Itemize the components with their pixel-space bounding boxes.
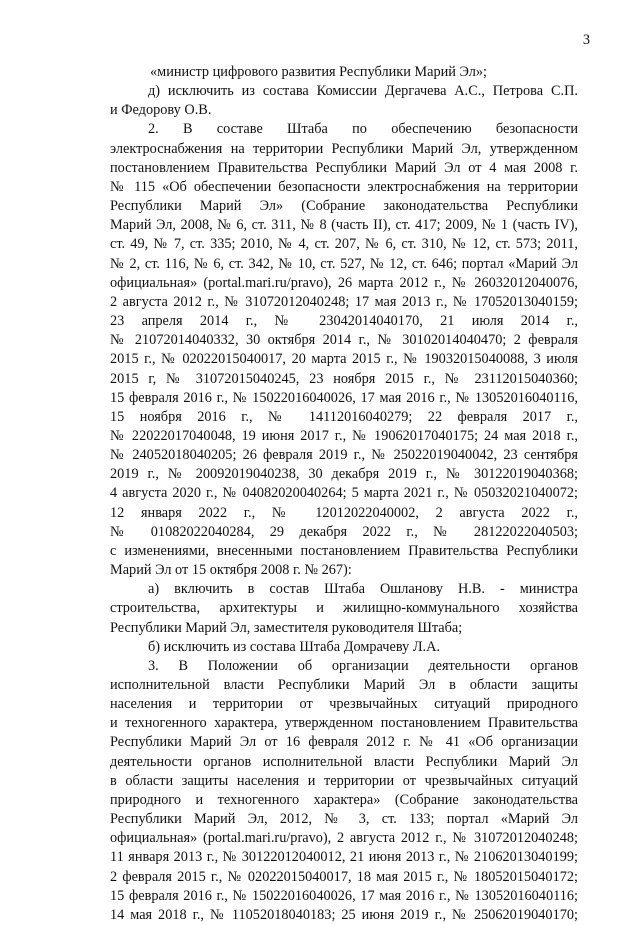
text-line: Республики Марий Эл, заместителя руководителя Штаба; bbox=[110, 619, 463, 636]
text-line: Марий Эл, 2008, № 6, ст. 311, № 8 (часть II), ст. 417; 2009, № 1 (часть IV), bbox=[110, 217, 578, 234]
text-line: с изменениями, внесенными постановлением Правительства Республики bbox=[110, 542, 578, 559]
text-line: официальная» (portal.mari.ru/pravo), 26 марта 2012 г., № 26032012040076, bbox=[110, 274, 578, 291]
text-line: 11 января 2013 г., № 30122012040012, 21 июня 2013 г., № 21062013040199; bbox=[110, 849, 578, 866]
text-line: населения и территории от чрезвычайных ситуаций природного bbox=[110, 696, 578, 713]
text-line: исполнительной власти Республики Марий Эл в области защиты bbox=[110, 677, 578, 693]
text-line: 2015 г, № 31072015040245, 23 ноября 2015 г., № 23112015040360; bbox=[110, 370, 578, 387]
text-line: 2015 г., № 02022015040017, 20 марта 2015 г., № 19032015040088, 3 июля bbox=[110, 351, 578, 368]
text-line: 2. В составе Штаба по обеспечению безопасности bbox=[148, 121, 578, 138]
text-line: № 24052018040205; 26 февраля 2019 г., № 25022019040042, 23 сентября bbox=[110, 447, 578, 464]
text-line: в области защиты населения и территории от чрезвычайных ситуаций bbox=[110, 772, 578, 789]
text-line: 23 апреля 2014 г., № 23042014040170, 21 июля 2014 г., bbox=[110, 313, 578, 330]
text-line: Республики Марий Эл от 16 февраля 2012 г. № 41 «Об организации bbox=[110, 734, 578, 751]
text-line: 15 ноября 2016 г., № 14112016040279; 22 февраля 2017 г., bbox=[110, 408, 578, 425]
text-line: ст. 49, № 7, ст. 335; 2010, № 4, ст. 207, № 6, ст. 310, № 12, ст. 573; 2011, bbox=[110, 236, 578, 253]
text-line: и техногенного характера, утвержденном постановлением Правительства bbox=[110, 715, 578, 732]
text-line: официальная» (portal.mari.ru/pravo), 2 августа 2012 г., № 31072012040248; bbox=[110, 830, 578, 847]
text-line: электроснабжения на территории Республики Марий Эл, утвержденном bbox=[110, 140, 578, 157]
document-body bbox=[110, 63, 578, 925]
text-line: 14 мая 2018 г., № 11052018040183; 25 июня 2019 г., № 25062019040170; bbox=[110, 906, 578, 923]
text-line: Марий Эл от 15 октября 2008 г. № 267): bbox=[110, 562, 352, 579]
page-number: 3 bbox=[582, 32, 590, 48]
text-line: № 22022017040048, 19 июня 2017 г., № 19062017040175; 24 мая 2018 г., bbox=[110, 427, 578, 444]
text-line: № 2, ст. 116, № 6, ст. 342, № 10, ст. 527, № 12, ст. 646; портал «Марий Эл bbox=[110, 255, 578, 272]
text-line: Республики Марий Эл, 2012, № 3, ст. 133; портал «Марий Эл bbox=[110, 811, 578, 828]
text-line: строительства, архитектуры и жилищно-коммунального хозяйства bbox=[110, 600, 578, 617]
text-line: № 115 «Об обеспечении безопасности электроснабжения на территории bbox=[110, 178, 578, 195]
text-line: № 21072014040332, 30 октября 2014 г., № 30102014040470; 2 февраля bbox=[110, 332, 578, 349]
text-line: 2019 г., № 20092019040238, 30 декабря 2019 г., № 30122019040368; bbox=[110, 466, 578, 483]
text-line: Республики Марий Эл» (Собрание законодательства Республики bbox=[110, 198, 578, 215]
text-line: 15 февраля 2016 г., № 15022016040026, 17 мая 2016 г., № 13052016040116; bbox=[110, 887, 578, 904]
text-line: 4 августа 2020 г., № 04082020040264; 5 марта 2021 г., № 05032021040072; bbox=[110, 485, 578, 502]
text-line: 15 февраля 2016 г., № 15022016040026, 17 мая 2016 г., № 13052016040116, bbox=[110, 389, 578, 406]
text-line: 3. В Положении об организации деятельности органов bbox=[148, 657, 578, 674]
text-line: «министр цифрового развития Республики Марий Эл»; bbox=[150, 64, 488, 80]
text-line: и Федорову О.В. bbox=[110, 102, 212, 119]
text-line: б) исключить из состава Штаба Домрачеву Л.А. bbox=[148, 638, 440, 655]
text-line: а) включить в состав Штаба Ошланову Н.В. - министра bbox=[148, 581, 578, 598]
text-line: 2 февраля 2015 г., № 02022015040017, 18 мая 2015 г., № 18052015040172; bbox=[110, 868, 578, 885]
text-line: 12 января 2022 г., № 12012022040002, 2 августа 2022 г., bbox=[110, 504, 578, 521]
text-line: природного и техногенного характера» (Собрание законодательства bbox=[110, 791, 578, 808]
text-line: постановлением Правительства Республики Марий Эл от 4 мая 2008 г. bbox=[110, 159, 578, 176]
text-line: 2 августа 2012 г., № 31072012040248; 17 мая 2013 г., № 17052013040159; bbox=[110, 293, 578, 310]
text-line: деятельности органов исполнительной власти Республики Марий Эл bbox=[110, 753, 578, 770]
text-line: д) исключить из состава Комиссии Дергачева А.С., Петрова С.П. bbox=[148, 83, 578, 100]
text-line: № 01082022040284, 29 декабря 2022 г., № 28122022040503; bbox=[110, 523, 578, 540]
